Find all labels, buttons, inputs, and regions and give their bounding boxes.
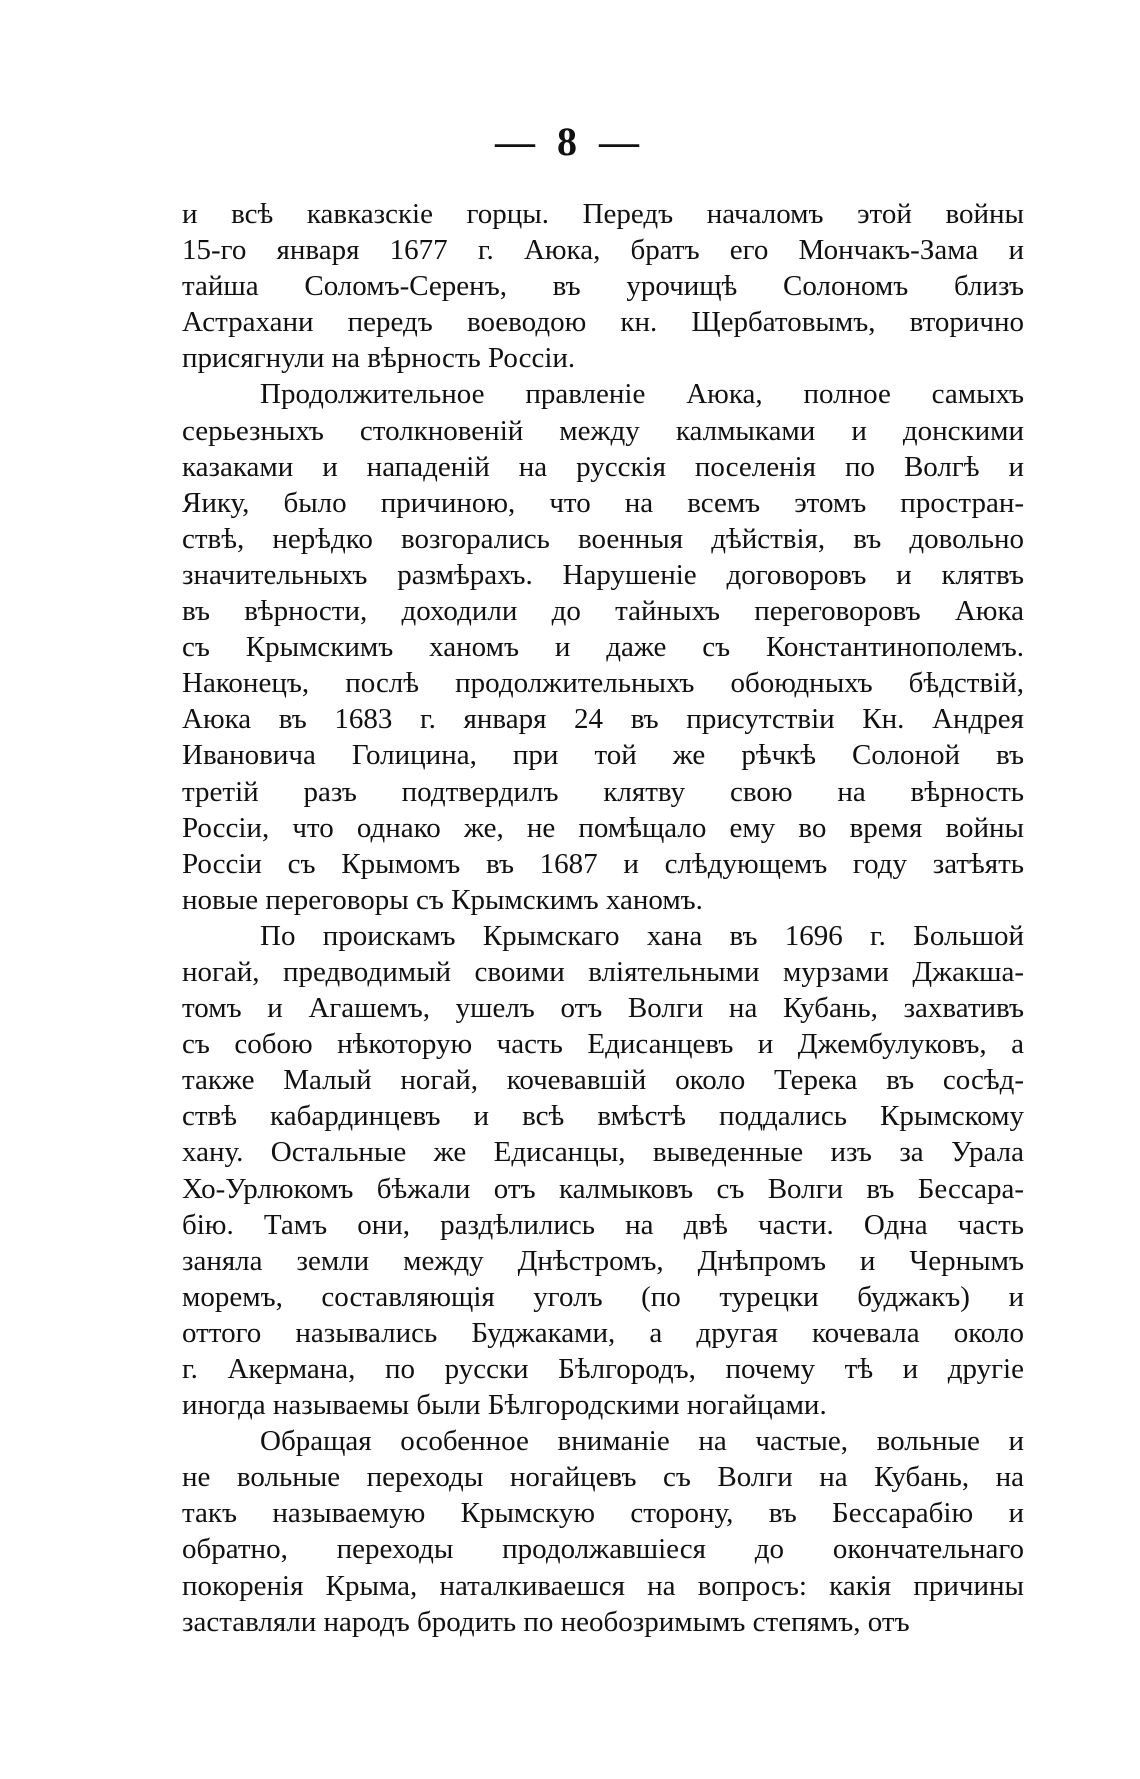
body-text <box>182 196 1024 1640</box>
text-line: третій разъ подтвердилъ клятву свою на вѣрность <box>182 775 1024 808</box>
text-line: Россіи съ Крымомъ въ 1687 и слѣдующемъ году затѣять <box>182 847 1024 880</box>
text-line: въ вѣрности, доходили до тайныхъ переговоровъ Аюка <box>182 595 1024 628</box>
text-line: Обращая особенное вниманіе на частые, вольные и <box>260 1425 1024 1458</box>
text-line: Россіи, что однако же, не помѣщало ему во время войны <box>182 811 1024 844</box>
text-line: такъ называемую Крымскую сторону, въ Бессарабію и <box>182 1497 1024 1530</box>
text-line: томъ и Агашемъ, ушелъ отъ Волги на Кубань, захвативъ <box>182 992 1024 1025</box>
text-line: также Малый ногай, кочевавшій около Терека въ сосѣд- <box>182 1064 1024 1097</box>
paragraph <box>182 918 1024 1423</box>
text-line: и всѣ кавказскіе горцы. Передъ началомъ этой войны <box>182 198 1024 230</box>
text-line: не вольные переходы ногайцевъ съ Волги на Кубань, на <box>182 1461 1024 1494</box>
text-line: покоренія Крыма, наталкиваешся на вопросъ: какія причины <box>182 1569 1024 1602</box>
text-line: Аюка въ 1683 г. января 24 въ присутствіи Кн. Андрея <box>182 703 1024 736</box>
paragraph <box>182 376 1024 917</box>
text-line: По проискамъ Крымскаго хана въ 1696 г. Большой <box>260 919 1024 952</box>
text-line: новые переговоры съ Крымскимъ ханомъ. <box>182 883 703 916</box>
text-line: Продолжительное правленіе Аюка, полное самыхъ <box>260 378 1024 411</box>
text-line: Ивановича Голицина, при той же рѣчкѣ Солоной въ <box>182 739 1024 772</box>
text-line: серьезныхъ столкновеній между калмыками и донскими <box>182 414 1024 447</box>
text-line: заставляли народъ бродить по необозримымъ степямъ, отъ <box>182 1605 910 1638</box>
text-line: тайша Соломъ-Серенъ, въ урочищѣ Солономъ близъ <box>182 270 1024 303</box>
text-line: хану. Остальные же Едисанцы, выведенные изъ за Урала <box>182 1136 1024 1169</box>
text-line: съ собою нѣкоторую часть Едисанцевъ и Джембулуковъ, а <box>182 1028 1024 1061</box>
paragraph <box>182 1423 1024 1640</box>
text-line: г. Акермана, по русски Бѣлгородъ, почему тѣ и другіе <box>182 1353 1024 1385</box>
text-line: съ Крымскимъ ханомъ и даже съ Константинополемъ. <box>182 631 1024 664</box>
paragraph <box>182 196 1024 376</box>
text-line: 15-го января 1677 г. Аюка, братъ его Мончакъ-Зама и <box>182 234 1024 267</box>
text-line: значительныхъ размѣрахъ. Нарушеніе договоровъ и клятвъ <box>182 558 1024 591</box>
text-line: присягнули на вѣрность Россіи. <box>182 342 576 375</box>
text-line: обратно, переходы продолжавшіеся до окончательнаго <box>182 1533 1024 1566</box>
text-line: Наконецъ, послѣ продолжительныхъ обоюдныхъ бѣдствій, <box>182 667 1024 700</box>
text-line: ствѣ кабардинцевъ и всѣ вмѣстѣ поддались Крымскому <box>182 1100 1024 1133</box>
text-line: Хо-Урлюкомъ бѣжали отъ калмыковъ съ Волги въ Бессара- <box>182 1172 1024 1205</box>
page-number: — 8 — <box>495 119 645 164</box>
text-line: иногда называемы были Бѣлгородскими ногайцами. <box>182 1389 827 1422</box>
text-line: Яику, было причиною, что на всемъ этомъ простран- <box>182 486 1024 519</box>
text-line: бію. Тамъ они, раздѣлились на двѣ части. Одна часть <box>182 1208 1024 1241</box>
text-line: оттого назывались Буджаками, а другая кочевала около <box>182 1316 1024 1349</box>
text-line: Астрахани передъ воеводою кн. Щербатовымъ, вторично <box>182 306 1024 339</box>
text-line: моремъ, составляющія уголъ (по турецки буджакъ) и <box>182 1280 1024 1313</box>
text-line: ногай, предводимый своими вліятельными мурзами Джакша- <box>182 955 1024 988</box>
text-line: заняла земли между Днѣстромъ, Днѣпромъ и Чернымъ <box>182 1244 1024 1277</box>
text-line: казаками и нападеній на русскія поселенія по Волгѣ и <box>182 450 1024 483</box>
text-line: ствѣ, нерѣдко возгорались военныя дѣйствія, въ довольно <box>182 522 1024 555</box>
